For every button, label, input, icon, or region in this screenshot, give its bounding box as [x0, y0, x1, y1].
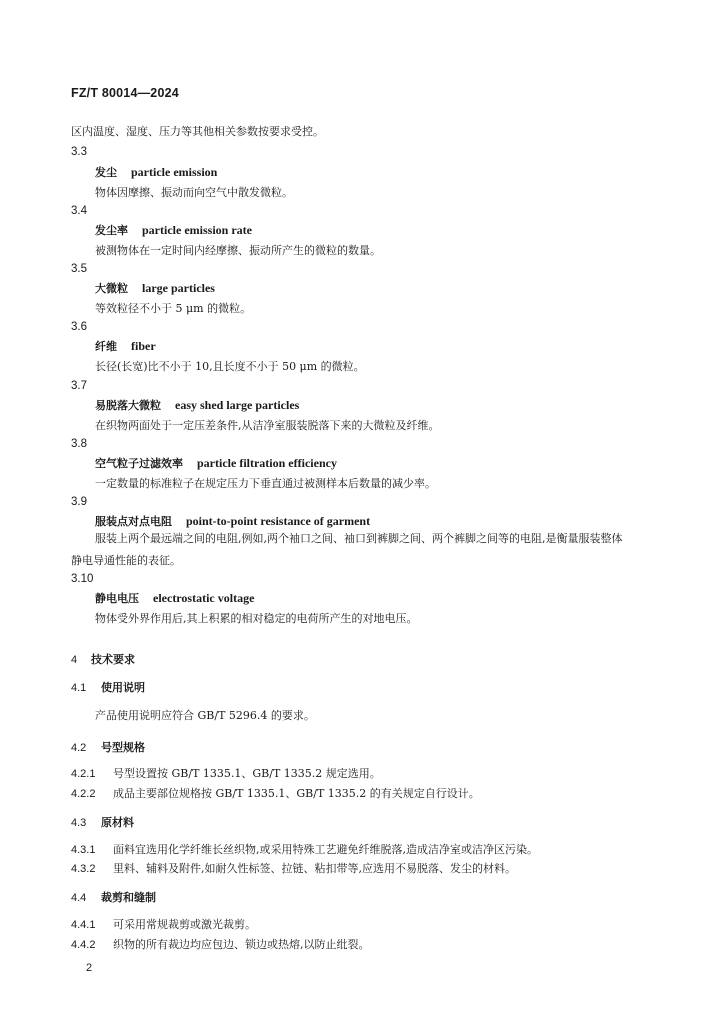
term-number: 3.3: [71, 146, 87, 158]
term-number: 3.8: [71, 438, 87, 450]
term-title: [95, 339, 156, 354]
clause-number: 4.3.2: [71, 863, 96, 875]
section-title: 使用说明: [101, 681, 145, 694]
section-number: 4.3: [71, 817, 87, 829]
term-en: electrostatic voltage: [153, 591, 255, 605]
term-definition: 物体因摩擦、振动而向空气中散发微粒。: [95, 186, 293, 199]
clause-item: [71, 765, 381, 781]
section-number: 4.4: [71, 892, 87, 904]
section-heading: [71, 739, 145, 755]
term-title: [95, 223, 252, 238]
term-en: point-to-point resistance of garment: [186, 514, 371, 528]
section-heading: [71, 814, 134, 830]
intro-line: 区内温度、湿度、压力等其他相关参数按要求受控。: [71, 125, 324, 138]
clause-item: [71, 841, 538, 857]
clause-number: 4.4.1: [71, 919, 96, 931]
term-number: 3.7: [71, 380, 87, 392]
term-definition: 在织物两面处于一定压差条件,从洁净室服装脱落下来的大微粒及纤维。: [95, 419, 440, 432]
term-definition: 一定数量的标准粒子在规定压力下垂直通过被测样本后数量的减少率。: [95, 477, 436, 490]
term-definition: 等效粒径不小于 5 μm 的微粒。: [95, 302, 252, 315]
term-title: [95, 514, 370, 529]
term-number: 3.6: [71, 321, 87, 333]
term-cn: 发尘率: [95, 224, 128, 237]
section-number: 4.2: [71, 742, 87, 754]
term-en: particle filtration efficiency: [197, 456, 337, 470]
standard-number: FZ/T 80014—2024: [71, 86, 179, 100]
clause-text: 织物的所有裁边均应包边、锁边或热熔,以防止纰裂。: [113, 938, 370, 951]
term-cn: 大微粒: [95, 282, 128, 295]
term-definition: 服装上两个最远端之间的电阻,例如,两个袖口之间、袖口到裤脚之间、两个裤脚之间等的电阻,是衡量服装整体静电导通性能的表征。: [71, 532, 623, 567]
clause-text: 成品主要部位规格按 GB/T 1335.1、GB/T 1335.2 的有关规定自行设计。: [113, 787, 480, 800]
chapter-number: 4: [71, 654, 78, 666]
term-definition: 长径(长宽)比不小于 10,且长度不小于 50 μm 的微粒。: [95, 360, 365, 373]
section-number: 4.1: [71, 682, 87, 694]
chapter-heading: [71, 651, 135, 667]
term-title: [95, 281, 215, 296]
term-cn: 纤维: [95, 340, 117, 353]
term-number: 3.10: [71, 573, 94, 585]
term-title: [95, 398, 299, 413]
clause-number: 4.3.1: [71, 844, 96, 856]
term-cn: 空气粒子过滤效率: [95, 457, 183, 470]
section-text: 产品使用说明应符合 GB/T 5296.4 的要求。: [95, 709, 315, 722]
term-definition: 物体受外界作用后,其上积累的相对稳定的电荷所产生的对地电压。: [95, 612, 418, 625]
term-en: particle emission rate: [142, 223, 252, 237]
term-cn: 服装点对点电阻: [95, 515, 172, 528]
clause-text: 面料宜选用化学纤维长丝织物,或采用特殊工艺避免纤维脱落,造成洁净室或洁净区污染。: [113, 843, 538, 856]
clause-item: [71, 785, 480, 801]
clause-item: [71, 860, 516, 876]
clause-number: 4.2.1: [71, 768, 96, 780]
section-heading: [71, 679, 145, 695]
section-title: 号型规格: [101, 741, 145, 754]
clause-text: 可采用常规裁剪或激光裁剪。: [113, 918, 256, 931]
term-en: large particles: [142, 281, 215, 295]
clause-text: 号型设置按 GB/T 1335.1、GB/T 1335.2 规定选用。: [113, 767, 381, 780]
clause-item: [71, 936, 370, 952]
term-title: [95, 456, 337, 471]
section-title: 裁剪和缝制: [101, 891, 156, 904]
clause-number: 4.2.2: [71, 788, 96, 800]
page-number: 2: [86, 962, 93, 974]
section-title: 原材料: [101, 816, 134, 829]
clause-text: 里料、辅料及附件,如耐久性标签、拉链、粘扣带等,应选用不易脱落、发尘的材料。: [113, 862, 516, 875]
term-title: [95, 591, 254, 606]
term-number: 3.9: [71, 496, 87, 508]
term-cn: 静电电压: [95, 592, 139, 605]
clause-item: [71, 916, 256, 932]
section-heading: [71, 889, 156, 905]
term-en: fiber: [131, 339, 156, 353]
term-definition: 被测物体在一定时间内经摩擦、振动所产生的微粒的数量。: [95, 244, 381, 257]
term-cn: 发尘: [95, 166, 117, 179]
clause-number: 4.4.2: [71, 939, 96, 951]
chapter-title: 技术要求: [91, 653, 135, 666]
term-cn: 易脱落大微粒: [95, 399, 161, 412]
term-en: particle emission: [131, 165, 218, 179]
term-en: easy shed large particles: [175, 398, 300, 412]
term-number: 3.5: [71, 263, 87, 275]
term-title: [95, 165, 217, 180]
term-number: 3.4: [71, 205, 87, 217]
